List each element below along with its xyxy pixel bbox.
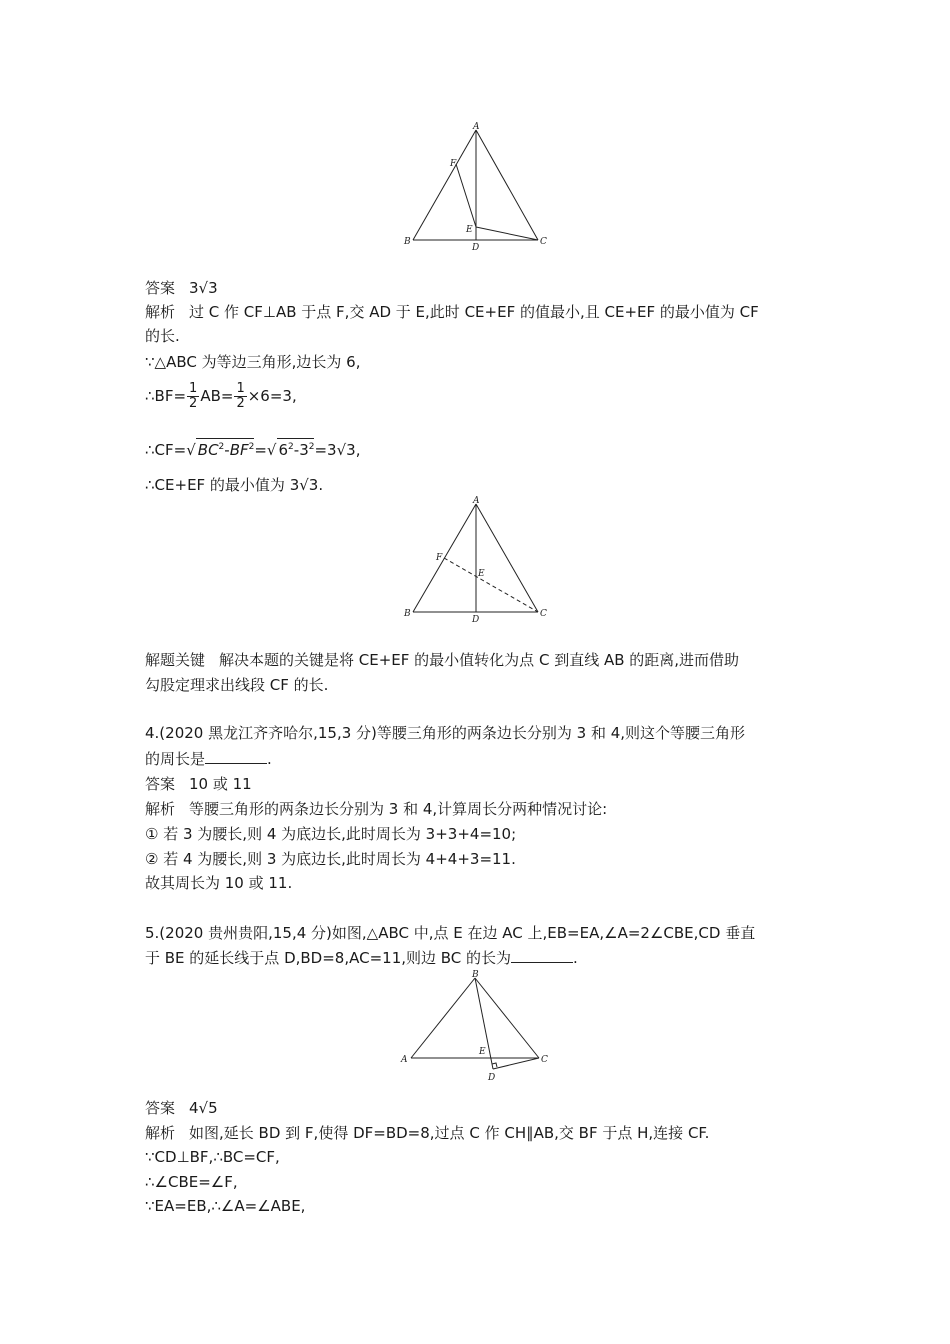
q5-step1: ∵CD⊥BF,∴BC=CF, xyxy=(145,1148,280,1166)
q4-stem-line2: 的周长是 . xyxy=(145,750,272,768)
analysis-label: 解析 xyxy=(145,800,176,818)
q5-analysis-line1: 解析 如图,延长 BD 到 F,使得 DF=BD=8,过点 C 作 CH∥AB,交 BF 于点 H,连接 CF. xyxy=(145,1124,710,1142)
key-label: 解题关键 xyxy=(145,651,206,669)
q5-answer-line xyxy=(145,1098,218,1118)
fig1-label-b: B xyxy=(404,237,411,247)
q3-key-line1 xyxy=(145,650,739,670)
fig3-side-ba xyxy=(411,978,475,1058)
q3-step4: ∴CE+EF 的最小值为 3√3. xyxy=(145,476,324,494)
fig2-side-ac xyxy=(476,504,538,612)
analysis-label: 解析 xyxy=(145,303,176,321)
fig1-label-f: F xyxy=(450,159,457,169)
radical-6-3: $6^2-3^2$ xyxy=(277,438,315,458)
q4-case1: ① 若 3 为腰长,则 4 为底边长,此时周长为 3+3+4=10; xyxy=(145,825,517,843)
analysis-text: 过 C 作 CF⊥AB 于点 F,交 AD 于 E,此时 CE+EF 的值最小,且 CE+EF 的最小值为 CF xyxy=(189,303,759,321)
key-text: 解决本题的关键是将 CE+EF 的最小值转化为点 C 到直线 AB 的距离,进而借助 xyxy=(219,651,740,669)
fig2-label-c: C xyxy=(540,609,547,619)
q3-answer-line xyxy=(145,278,218,298)
answer-value: 4√5 xyxy=(189,1099,218,1117)
fig2-label-e: E xyxy=(478,569,485,579)
fig3-label-e: E xyxy=(479,1047,486,1057)
fig1-segment-fe xyxy=(456,164,476,227)
answer-blank xyxy=(511,948,573,963)
fig3-label-a: A xyxy=(401,1055,408,1065)
q5-stem-line1: 5.(2020 贵州贵阳,15,4 分)如图,△ABC 中,点 E 在边 AC 上,EB=EA,∠A=2∠CBE,CD 垂直 xyxy=(145,924,756,942)
q3-step1: ∵△ABC 为等边三角形,边长为 6, xyxy=(145,353,361,371)
fig1-label-a: A xyxy=(473,122,480,132)
fig1-side-ab xyxy=(413,130,476,240)
answer-value: 10 或 11 xyxy=(189,775,252,793)
radical-bc-bf: $BC^2-BF^2$ xyxy=(196,438,255,458)
figure-2-triangle xyxy=(398,494,558,626)
fraction-half: $\frac{1}{2}$ xyxy=(236,381,245,411)
fig1-label-d: D xyxy=(472,243,480,253)
answer-label: 答案 xyxy=(145,775,176,793)
answer-blank xyxy=(205,749,267,764)
q3-step3: ∴CF=√ $BC^2-BF^2=√$ $6^2-3^2=3√3$, xyxy=(145,438,360,460)
q3-key-line2: 勾股定理求出线段 CF 的长. xyxy=(145,676,329,694)
q4-conclusion: 故其周长为 10 或 11. xyxy=(145,874,293,892)
fig2-label-b: B xyxy=(404,609,411,619)
q4-answer-line xyxy=(145,774,252,794)
fig1-label-c: C xyxy=(540,237,547,247)
figure-1-triangle xyxy=(398,120,558,255)
analysis-label: 解析 xyxy=(145,1124,176,1142)
fig1-side-ac xyxy=(476,130,538,240)
q4-analysis-line1: 解析 等腰三角形的两条边长分别为 3 和 4,计算周长分两种情况讨论: xyxy=(145,800,608,818)
fig3-segment-dc xyxy=(493,1058,539,1069)
fig1-label-e: E xyxy=(466,225,473,235)
fig1-segment-ec xyxy=(476,227,538,240)
q4-stem-line1: 4.(2020 黑龙江齐齐哈尔,15,3 分)等腰三角形的两条边长分别为 3 和 4,则这个等腰三角形 xyxy=(145,724,746,742)
fig3-label-d: D xyxy=(488,1073,496,1083)
fig2-label-f: F xyxy=(436,553,443,563)
q5-step3: ∵EA=EB,∴∠A=∠ABE, xyxy=(145,1197,306,1215)
fig3-label-b: B xyxy=(472,970,479,980)
answer-label: 答案 xyxy=(145,1099,176,1117)
q3-step2: ∴BF= $\frac{1}{2}$ AB= $\frac{1}{2}$ ×6=3, xyxy=(145,381,297,411)
q3-analysis-line2: 的长. xyxy=(145,327,180,345)
fig2-label-d: D xyxy=(472,615,480,625)
answer-label: 答案 xyxy=(145,279,176,297)
figure-3-triangle xyxy=(396,966,556,1084)
fig3-side-bc xyxy=(475,978,539,1058)
q5-stem-line2: 于 BE 的延长线于点 D,BD=8,AC=11,则边 BC 的长为 . xyxy=(145,949,578,967)
q4-case2: ② 若 4 为腰长,则 3 为底边长,此时周长为 4+4+3=11. xyxy=(145,850,516,868)
fraction-half: $\frac{1}{2}$ xyxy=(189,381,198,411)
fig2-dashed-fc xyxy=(444,558,538,612)
answer-value: 3√3 xyxy=(189,279,218,297)
q5-step2: ∴∠CBE=∠F, xyxy=(145,1173,238,1191)
q3-analysis-line1 xyxy=(145,302,759,322)
fig3-label-c: C xyxy=(541,1055,548,1065)
fig2-label-a: A xyxy=(473,496,480,506)
